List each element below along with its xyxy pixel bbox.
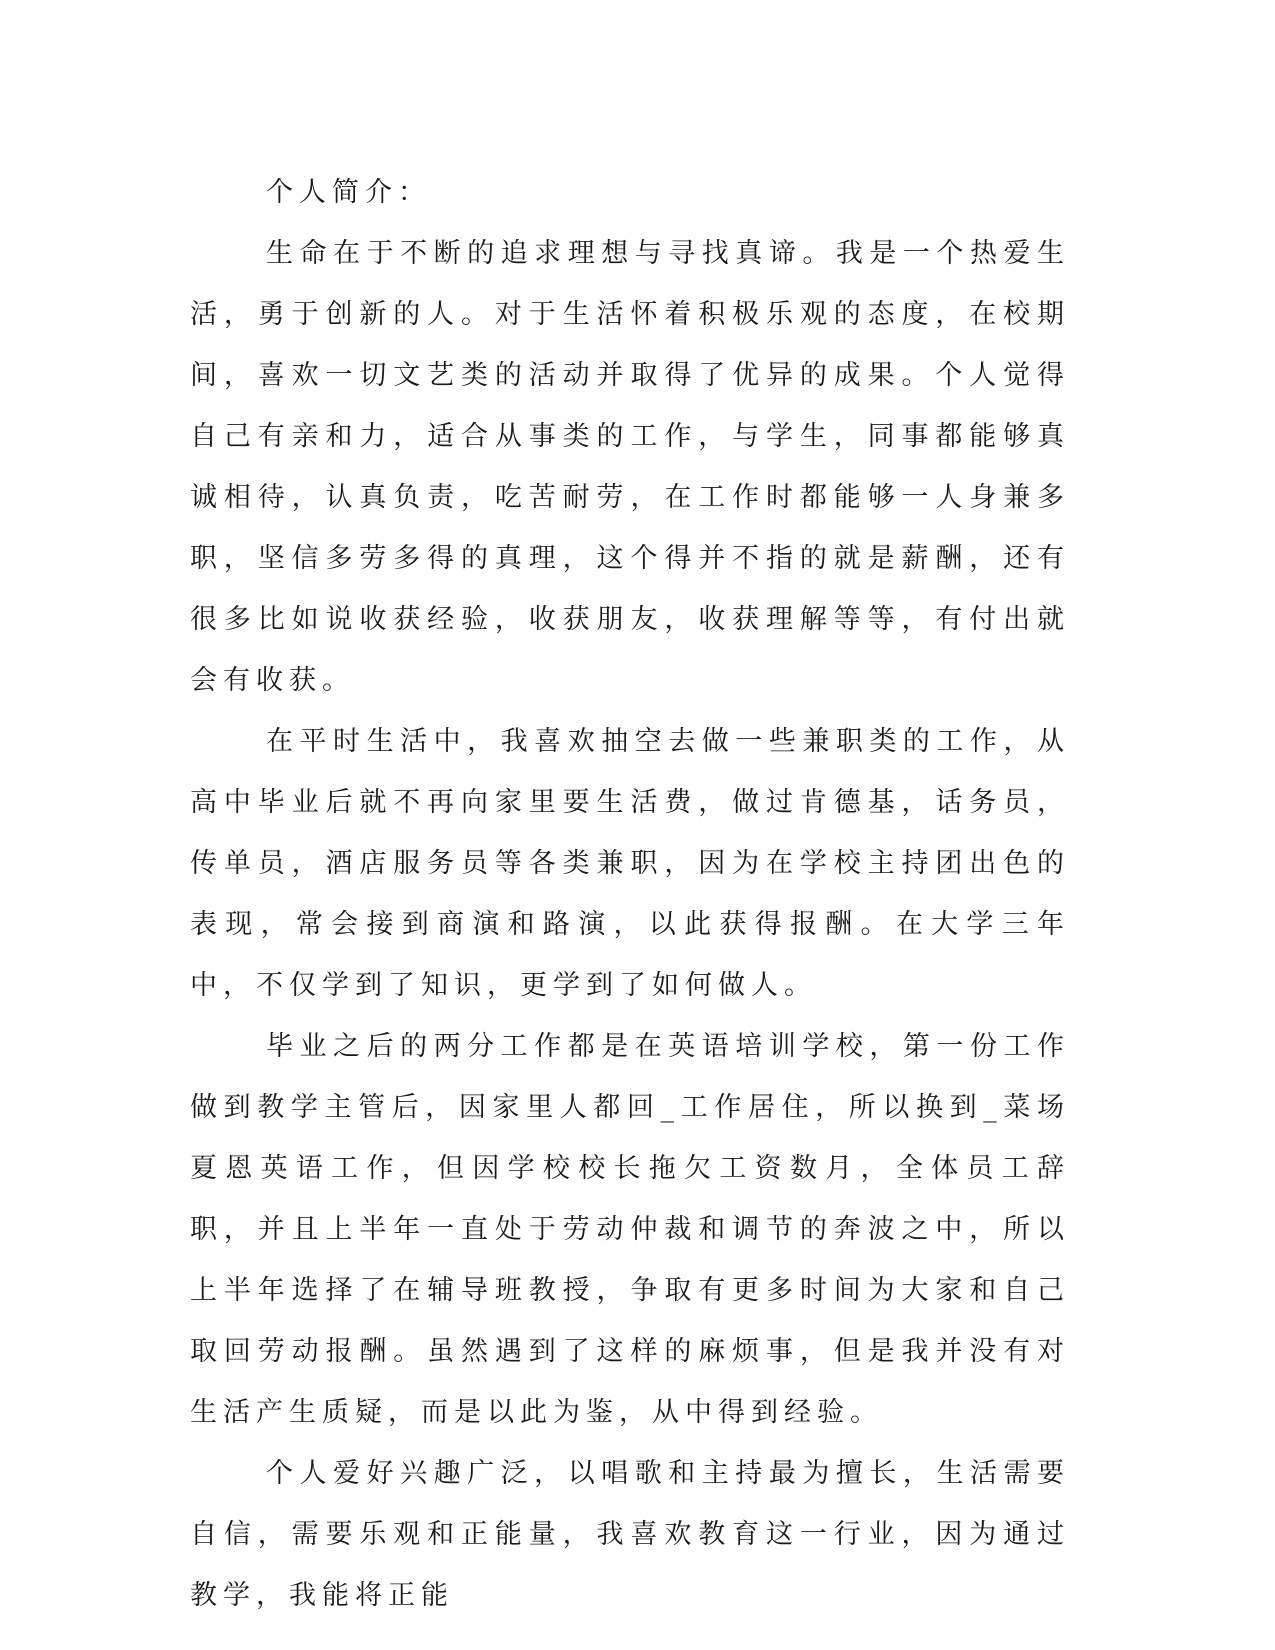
paragraph-4: 个人爱好兴趣广泛，以唱歌和主持最为擅长，生活需要自信，需要乐观和正能量，我喜欢教育这一行业，因为通过教学，我能将正能 — [190, 1458, 1070, 1611]
section-heading: 个人简介： — [266, 177, 431, 208]
paragraph-1: 生命在于不断的追求理想与寻找真谛。我是一个热爱生活，勇于创新的人。对于生活怀着积极乐观的态度，在校期间，喜欢一切文艺类的活动并取得了优异的成果。个人觉得自己有亲和力，适合从事类的工作，与学生，同事都能够真诚相待，认真负责，吃苦耐劳，在工作时都能够一人身兼多职，坚信多劳多得的真理，这个得并不指的就是薪酬，还有很多比如说收获经验，收获朋友，收获理解等等，有付出就会有收获。 — [190, 238, 1070, 696]
document-body — [190, 162, 1070, 1626]
paragraph-2: 在平时生活中，我喜欢抽空去做一些兼职类的工作，从高中毕业后就不再向家里要生活费，做过肯德基，话务员，传单员，酒店服务员等各类兼职，因为在学校主持团出色的表现，常会接到商演和路演，以此获得报酬。在大学三年中，不仅学到了知识，更学到了如何做人。 — [190, 726, 1070, 1001]
paragraph-3: 毕业之后的两分工作都是在英语培训学校，第一份工作做到教学主管后，因家里人都回_工作居住，所以换到_菜场夏恩英语工作，但因学校校长拖欠工资数月，全体员工辞职，并且上半年一直处于劳动仲裁和调节的奔波之中，所以上半年选择了在辅导班教授，争取有更多时间为大家和自己取回劳动报酬。虽然遇到了这样的麻烦事，但是我并没有对生活产生质疑，而是以此为鉴，从中得到经验。 — [190, 1031, 1070, 1428]
